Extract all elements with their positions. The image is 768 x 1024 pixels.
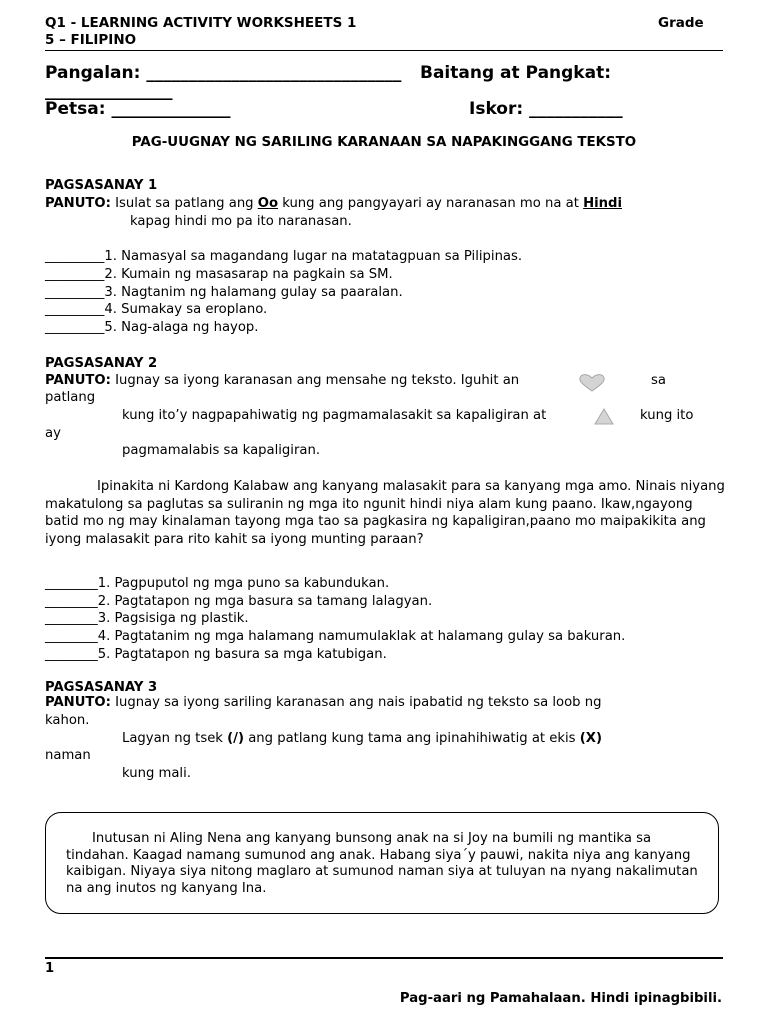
exercise3-instructions-line3 xyxy=(122,731,602,746)
instr-text: kung ito xyxy=(640,408,694,423)
score-field xyxy=(469,99,623,119)
section-label: Baitang at Pangkat: xyxy=(420,63,612,83)
exercise2-heading: PAGSASANAY 2 xyxy=(45,356,158,371)
instr-text: ang patlang kung tama ang ipinahihiwatig at ekis xyxy=(244,731,580,746)
section-blank: _______________ xyxy=(45,81,173,101)
instr-text: Lagyan ng tsek xyxy=(122,731,228,746)
exercise1-item: _________4. Sumakay sa eroplano. xyxy=(45,302,268,317)
instr-text: kung mali. xyxy=(122,766,191,781)
exercise2-item: ________2. Pagtatapon ng mga basura sa tamang lalagyan. xyxy=(45,594,433,609)
heart-icon xyxy=(578,373,606,393)
check-symbol: (/) xyxy=(227,731,245,746)
page-number: 1 xyxy=(45,961,55,976)
exercise1-item: _________5. Nag-alaga ng hayop. xyxy=(45,320,259,335)
instr-text: ay xyxy=(45,426,61,441)
instr-text: Iugnay sa iyong sariling karanasan ang nais ipabatid ng teksto sa loob ng xyxy=(110,695,602,710)
story-text: Inutusan ni Aling Nena ang kanyang bunsong anak na si Joy na bumili ng mantika sa tindahan. Kaagad namang sumunod ang anak. Habang siya´y pauwi, nakita niya ang kanyang kaibigan. Niyaya siya nitong maglaro at sumunod naman siya at tuluyan na nyang nakalimutan na ang inutos ng kanyang Ina. xyxy=(66,831,698,896)
instr-text: Isulat sa patlang ang xyxy=(110,196,258,211)
grade-label: Grade xyxy=(658,15,704,31)
footer-notice: Pag-aari ng Pamahalaan. Hindi ipinagbibili. xyxy=(399,991,722,1006)
instr-text: kung ito’y nagpapahiwatig ng pagmamalasakit sa kapaligiran at xyxy=(122,408,547,423)
instr-text: naman xyxy=(45,748,91,763)
date-blank: ______________ xyxy=(111,99,231,119)
exercise3-heading: PAGSASANAY 3 xyxy=(45,680,158,695)
name-blank: ______________________________ xyxy=(146,63,402,83)
worksheet-title-line2: 5 – FILIPINO xyxy=(45,32,137,48)
exercise1-item: _________3. Nagtanim ng halamang gulay sa paaralan. xyxy=(45,285,403,300)
footer-divider xyxy=(45,957,723,959)
instr-text: kung ang pangyayari ay naranasan mo na at xyxy=(278,196,584,211)
name-field xyxy=(45,63,401,83)
exercise2-item: ________5. Pagtatapon ng basura sa mga katubigan. xyxy=(45,647,387,662)
exercise2-paragraph: Ipinakita ni Kardong Kalabaw ang kanyang malasakit para sa kanyang mga amo. Ninais niyang makatulong sa paglutas sa suliranin ng mga ito ngunit hindi niya alam kung paano. Ikaw,ngayong batid mo ng may kinalaman tayong mga tao sa pagkasira ng kapaligiran,paano mo maipakikita ang iyong malasakit para rito kahit sa iyong munting paraan? xyxy=(45,479,725,547)
exercise1-heading: PAGSASANAY 1 xyxy=(45,178,158,193)
exercise2-instructions xyxy=(45,373,519,388)
oo-keyword: Oo xyxy=(257,196,279,211)
hindi-keyword: Hindi xyxy=(583,196,623,211)
date-field xyxy=(45,99,230,119)
ekis-symbol: (X) xyxy=(579,731,602,746)
exercise2-item: ________3. Pagsisiga ng plastik. xyxy=(45,611,249,626)
instr-text: pagmamalabis sa kapaligiran. xyxy=(122,443,321,458)
score-label: Iskor: xyxy=(469,99,524,119)
panuto-label: PANUTO: xyxy=(45,373,111,388)
worksheet-title-line1: Q1 - LEARNING ACTIVITY WORKSHEETS 1 xyxy=(45,15,357,31)
instr-text: patlang xyxy=(45,390,96,405)
triangle-icon xyxy=(594,408,614,425)
instr-text: Iugnay sa iyong karanasan ang mensahe ng teksto. Iguhit an xyxy=(110,373,520,388)
exercise3-instructions xyxy=(45,695,601,710)
instr-text: sa xyxy=(651,373,666,388)
exercise1-instructions-line2: kapag hindi mo pa ito naranasan. xyxy=(130,214,352,229)
exercise1-item: _________1. Namasyal sa magandang lugar na matatagpuan sa Pilipinas. xyxy=(45,249,523,264)
date-label: Petsa: xyxy=(45,99,106,119)
exercise1-item: _________2. Kumain ng masasarap na pagkain sa SM. xyxy=(45,267,393,282)
score-blank: ___________ xyxy=(529,99,623,119)
panuto-label: PANUTO: xyxy=(45,196,111,211)
exercise2-item: ________1. Pagpuputol ng mga puno sa kabundukan. xyxy=(45,576,390,591)
page-title: PAG-UUGNAY NG SARILING KARANAAN SA NAPAKINGGANG TEKSTO xyxy=(131,135,637,150)
name-label: Pangalan: xyxy=(45,63,141,83)
header-divider xyxy=(45,50,723,51)
story-box xyxy=(45,812,719,914)
exercise2-item: ________4. Pagtatanim ng mga halamang namumulaklak at halamang gulay sa bakuran. xyxy=(45,629,626,644)
instr-text: kahon. xyxy=(45,713,90,728)
panuto-label: PANUTO: xyxy=(45,695,111,710)
exercise1-instructions xyxy=(45,196,622,211)
